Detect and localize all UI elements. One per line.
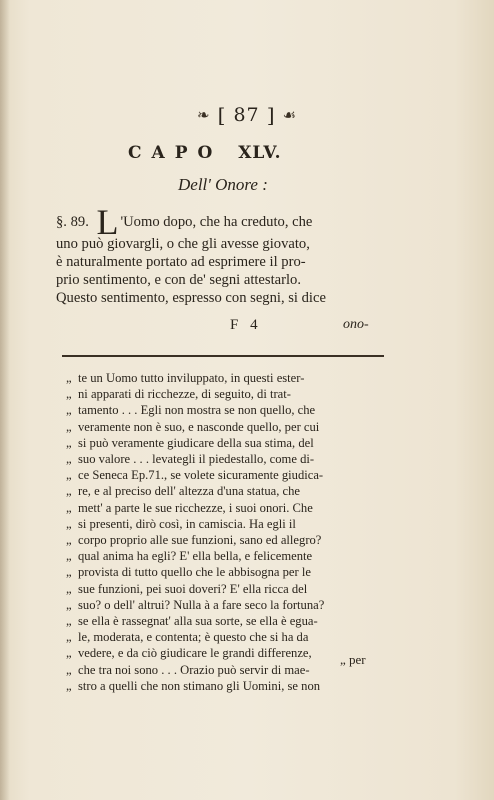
chapter-subtitle: Dell' Onore : bbox=[178, 175, 268, 194]
paragraph-text: 'Uomo dopo, che ha creduto, che bbox=[120, 214, 313, 230]
page-header bbox=[0, 103, 494, 127]
ornament-left-icon: ❧ bbox=[196, 106, 211, 124]
main-paragraph bbox=[56, 202, 378, 307]
note-line: „ provista di tutto quello che le abbisogna per le bbox=[66, 565, 311, 580]
note-line: „ suo valore . . . levategli il piedestallo, come di- bbox=[66, 452, 315, 467]
note-line: „ re, e al preciso dell' altezza d'una statua, che bbox=[66, 484, 301, 499]
drop-capital: L bbox=[96, 202, 119, 242]
note-line: „ veramente non è suo, e nasconde quello, per cui bbox=[66, 419, 320, 434]
note-line: „ te un Uomo tutto inviluppato, in questi ester- bbox=[66, 371, 305, 385]
paragraph-line: uno può giovargli, o che gli avesse giovato, bbox=[56, 236, 310, 252]
chapter-number: XLV. bbox=[238, 143, 282, 163]
catchword-bottom: „ per bbox=[340, 652, 366, 667]
chapter-heading bbox=[128, 143, 282, 163]
catchword-top: ono- bbox=[343, 317, 369, 332]
note-line: „ ni apparati di ricchezze, di seguito, di trat- bbox=[66, 387, 291, 402]
bracket-open: [ bbox=[217, 103, 227, 127]
ornament-right-icon: ☙ bbox=[282, 106, 298, 124]
note-line: „ corpo proprio alle sue funzioni, sano ed allegro? bbox=[66, 533, 322, 548]
paragraph-line: prio sentimento, e con de' segni attestarlo. bbox=[56, 272, 301, 288]
note-line: „ tamento . . . Egli non mostra se non quello, che bbox=[66, 403, 316, 418]
note-line: „ si può veramente giudicare della sua stima, del bbox=[66, 435, 314, 450]
note-line: „ stro a quelli che non stimano gli Uomini, se non bbox=[66, 678, 321, 693]
note-line: „ se ella è rassegnat' alla sua sorte, se ella è egua- bbox=[66, 614, 318, 629]
note-line: „ mett' a parte le sue ricchezze, i suoi onori. Che bbox=[66, 500, 313, 515]
note-line: „ che tra noi sono . . . Orazio può servir di mae- bbox=[66, 662, 310, 677]
paragraph-line: Questo sentimento, espresso con segni, si dice bbox=[56, 290, 326, 306]
signature-mark: F 4 bbox=[230, 317, 262, 333]
footnote-divider bbox=[62, 355, 384, 357]
paragraph-line: è naturalmente portato ad esprimere il pro- bbox=[56, 254, 306, 270]
note-line: „ vedere, e da ciò giudicare le grandi differenze, bbox=[66, 646, 312, 661]
footnote-block bbox=[66, 370, 376, 694]
note-line: „ ce Seneca Ep.71., se volete sicuramente giudica- bbox=[66, 468, 324, 483]
note-line: „ suo? o dell' altrui? Nulla à a fare seco la fortuna? bbox=[66, 597, 325, 612]
page-number: 87 bbox=[233, 104, 260, 126]
chapter-label: CAPO bbox=[128, 143, 223, 163]
note-line: „ le, moderata, e contenta; è questo che si ha da bbox=[66, 630, 309, 645]
bracket-close: ] bbox=[266, 103, 276, 127]
section-number: §. 89. bbox=[56, 214, 89, 230]
note-line: „ si presenti, dirò così, in camiscia. Ha egli il bbox=[66, 516, 296, 531]
note-line: „ qual anima ha egli? E' ella bella, e felicemente bbox=[66, 549, 313, 564]
note-line: „ sue funzioni, pei suoi doveri? E' ella ricca del bbox=[66, 581, 308, 596]
paragraph-line-1 bbox=[56, 202, 378, 242]
